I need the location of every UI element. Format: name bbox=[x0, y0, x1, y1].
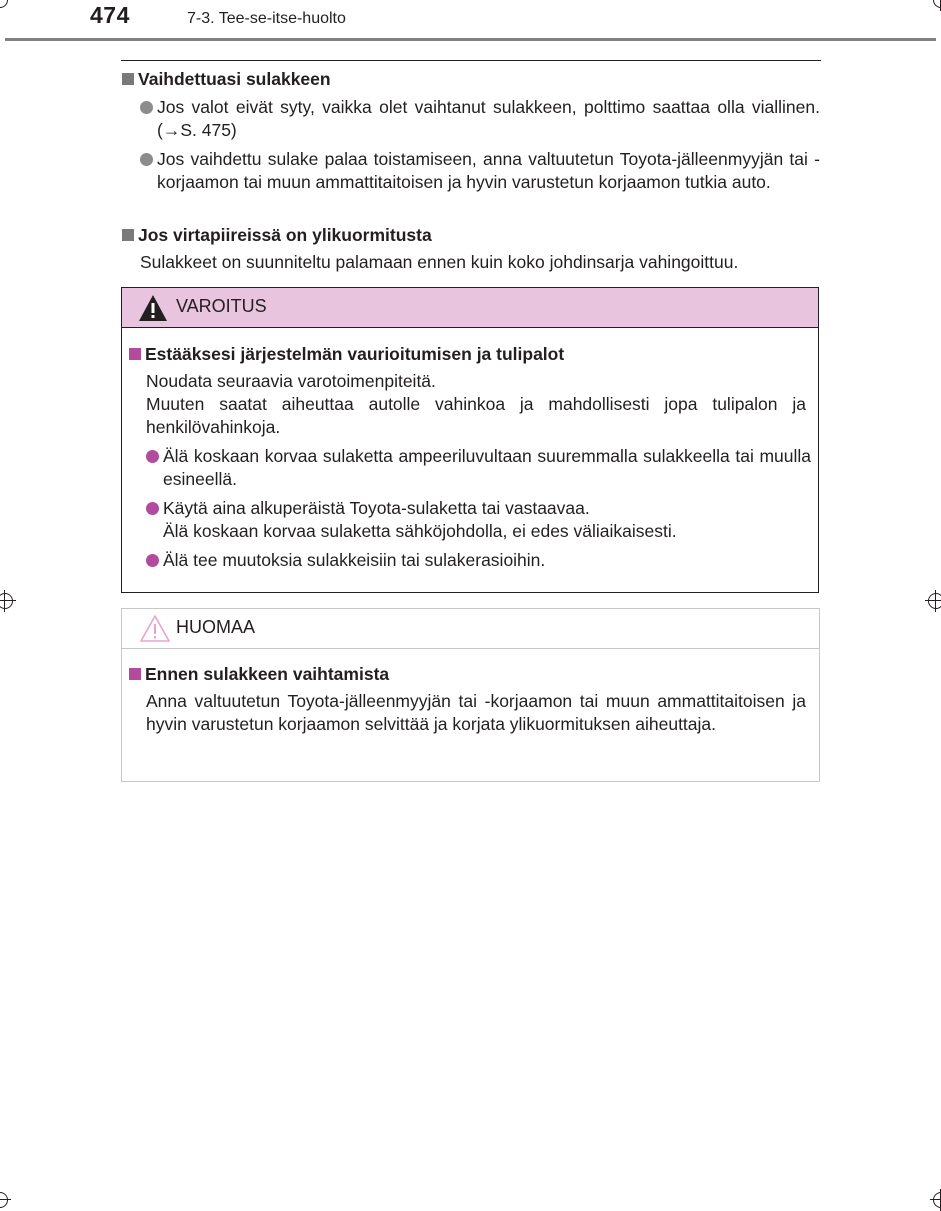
crop-mark-icon bbox=[0, 1189, 11, 1211]
notice-header bbox=[122, 609, 819, 649]
list-item: Jos vaihdettu sulake palaa toistamiseen, anna valtuutetun Toyota-jälleenmyyjän tai -korjaamon tai muun ammattitaitoisen ja hyvin varustetun korjaamon tutkia auto. bbox=[157, 148, 820, 194]
square-bullet-icon bbox=[129, 348, 141, 360]
section-heading: Vaihdettuasi sulakkeen bbox=[122, 68, 331, 91]
bullet-dot-icon bbox=[140, 153, 153, 166]
caution-triangle-icon bbox=[139, 614, 171, 643]
notice-box bbox=[121, 608, 820, 782]
warning-box bbox=[121, 287, 819, 593]
square-bullet-icon bbox=[129, 668, 141, 680]
paragraph: Muuten saatat aiheuttaa autolle vahinkoa ja mahdollisesti jopa tulipalon ja henkilövahinkoja. bbox=[146, 394, 806, 437]
section-divider bbox=[121, 60, 821, 61]
page-number: 474 bbox=[90, 2, 130, 28]
list-item: Jos valot eivät syty, vaikka olet vaihtanut sulakkeen, polttimo saattaa olla viallinen. (→S. 475) bbox=[157, 96, 820, 142]
crop-mark-icon bbox=[930, 0, 941, 11]
warning-triangle-icon bbox=[138, 294, 168, 322]
square-bullet-icon bbox=[122, 229, 134, 241]
warning-header bbox=[122, 288, 818, 328]
list-item: Älä koskaan korvaa sulaketta ampeeriluvultaan suuremmalla sulakkeella tai muulla esineellä. bbox=[163, 445, 811, 491]
section-heading: Jos virtapiireissä on ylikuormitusta bbox=[122, 224, 432, 247]
notice-heading: Ennen sulakkeen vaihtamista bbox=[129, 663, 389, 686]
list-item: Käytä aina alkuperäistä Toyota-sulaketta tai vastaavaa. Älä koskaan korvaa sulaketta sähköjohdolla, ei edes väliaikaisesti. bbox=[163, 497, 811, 543]
chapter-title: 7-3. Tee-se-itse-huolto bbox=[187, 10, 346, 27]
list-item: Älä tee muutoksia sulakkeisiin tai sulakerasioihin. bbox=[163, 549, 811, 572]
square-bullet-icon bbox=[122, 73, 134, 85]
crop-mark-icon bbox=[0, 0, 11, 11]
bullet-dot-icon bbox=[140, 101, 153, 114]
warning-label: VAROITUS bbox=[176, 296, 267, 316]
bullet-dot-icon bbox=[146, 450, 159, 463]
bullet-dot-icon bbox=[146, 554, 159, 567]
paragraph: Noudata seuraavia varotoimenpiteitä. bbox=[146, 371, 436, 391]
crop-mark-icon bbox=[925, 590, 941, 612]
notice-label: HUOMAA bbox=[176, 617, 256, 637]
bullet-dot-icon bbox=[146, 502, 159, 515]
crop-mark-icon bbox=[0, 590, 16, 612]
warning-heading: Estääksesi järjestelmän vaurioitumisen ja tulipalot bbox=[129, 343, 564, 366]
crop-mark-icon bbox=[930, 1189, 941, 1211]
paragraph: Anna valtuutetun Toyota-jälleenmyyjän tai -korjaamon tai muun ammattitaitoisen ja hyvin varustetun korjaamon selvittää ja korjata ylikuormituksen aiheuttaja. bbox=[146, 691, 806, 734]
header-rule bbox=[5, 38, 936, 41]
paragraph: Sulakkeet on suunniteltu palamaan ennen kuin koko johdinsarja vahingoittuu. bbox=[140, 252, 739, 272]
